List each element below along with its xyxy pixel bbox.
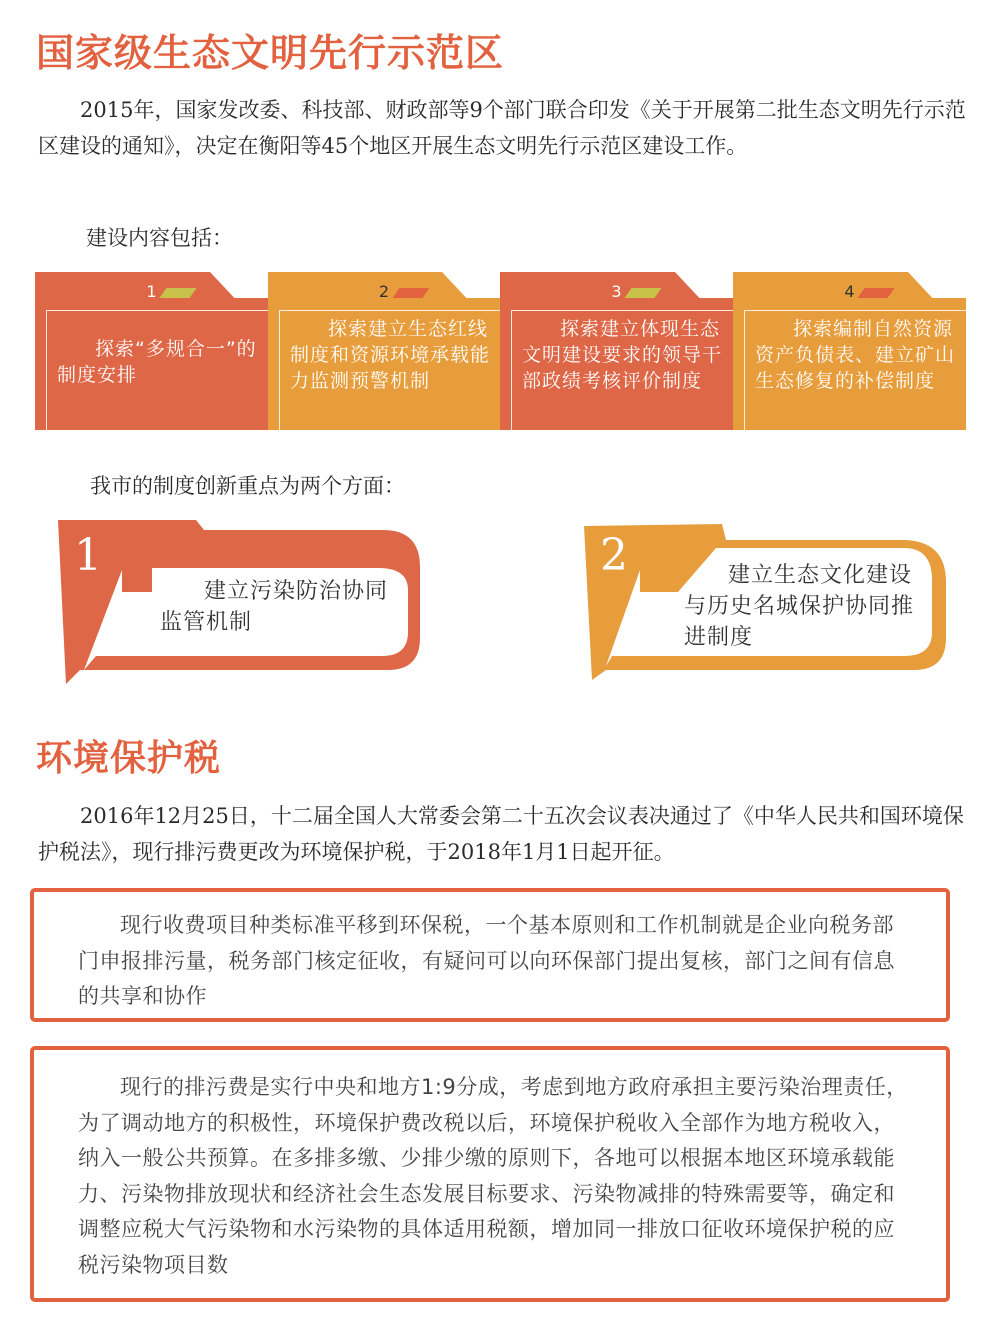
innovation-number: 1 — [74, 530, 102, 581]
measure-text: 探索建立体现生态文明建设要求的领导干部政绩考核评价制度 — [522, 318, 723, 392]
innovation-text: 建立污染防治协同监管机制 — [160, 579, 389, 635]
innovation-card-1 — [58, 520, 420, 684]
innovation-card-2 — [584, 520, 946, 684]
section-title-eco-zone: 国家级生态文明先行示范区 — [36, 31, 505, 75]
innovation-text: 建立生态文化建设与历史名城保护协同推进制度 — [684, 563, 915, 650]
innovation-number: 2 — [600, 530, 628, 581]
measure-number: 3 — [611, 282, 622, 301]
measure-number: 4 — [844, 282, 855, 301]
measure-number: 2 — [378, 282, 390, 301]
tax-intro-paragraph: 2016年12月25日，十二届全国人大常委会第二十五次会议表决通过了《中华人民共和国环境保护税法》，现行排污费更改为环境保护税，于2018年1月1日起开征。 — [38, 804, 964, 864]
content-label: 建设内容包括： — [86, 226, 233, 250]
measure-text: 探索编制自然资源资产负债表、建立矿山生态修复的补偿制度 — [755, 318, 956, 392]
tax-info-box-1 — [30, 888, 950, 1022]
measures-strip — [35, 272, 966, 430]
tax-info-text: 现行收费项目种类标准平移到环保税，一个基本原则和工作机制就是企业向税务部门申报排污量，税务部门核定征收，有疑问可以向环保部门提出复核，部门之间有信息的共享和协作 — [78, 913, 895, 1008]
measure-number: 1 — [146, 282, 157, 301]
measure-text: 探索建立生态红线制度和资源环境承载能力监测预警机制 — [290, 318, 491, 392]
measure-card-2 — [268, 272, 500, 430]
measure-card-1 — [35, 272, 268, 430]
measure-card-4 — [733, 272, 966, 430]
tax-info-box-2 — [30, 1046, 950, 1302]
section-title-env-tax: 环境保护税 — [36, 738, 222, 779]
measure-card-3 — [500, 272, 733, 430]
focus-label: 我市的制度创新重点为两个方面： — [90, 474, 405, 498]
intro-paragraph: 2015年，国家发改委、科技部、财政部等9个部门联合印发《关于开展第二批生态文明先行示范区建设的通知》，决定在衡阳等45个地区开展生态文明先行示范区建设工作。 — [38, 98, 966, 158]
measure-text: 探索“多规合一”的制度安排 — [57, 338, 257, 386]
tax-info-text: 现行的排污费是实行中央和地方1:9分成，考虑到地方政府承担主要污染治理责任，为了调动地方的积极性，环境保护费改税以后，环境保护税收入全部作为地方税收入，纳入一般公共预算。在多排多缴、少排少缴的原则下，各地可以根据本地区环境承载能力、污染物排放现状和经济社会生态发展目标要求、污染物减排的特殊需要等，确定和调整应税大气污染物和水污染物的具体适用税额，增加同一排放口征收环境保护税的应税污染物项目数 — [78, 1075, 908, 1277]
